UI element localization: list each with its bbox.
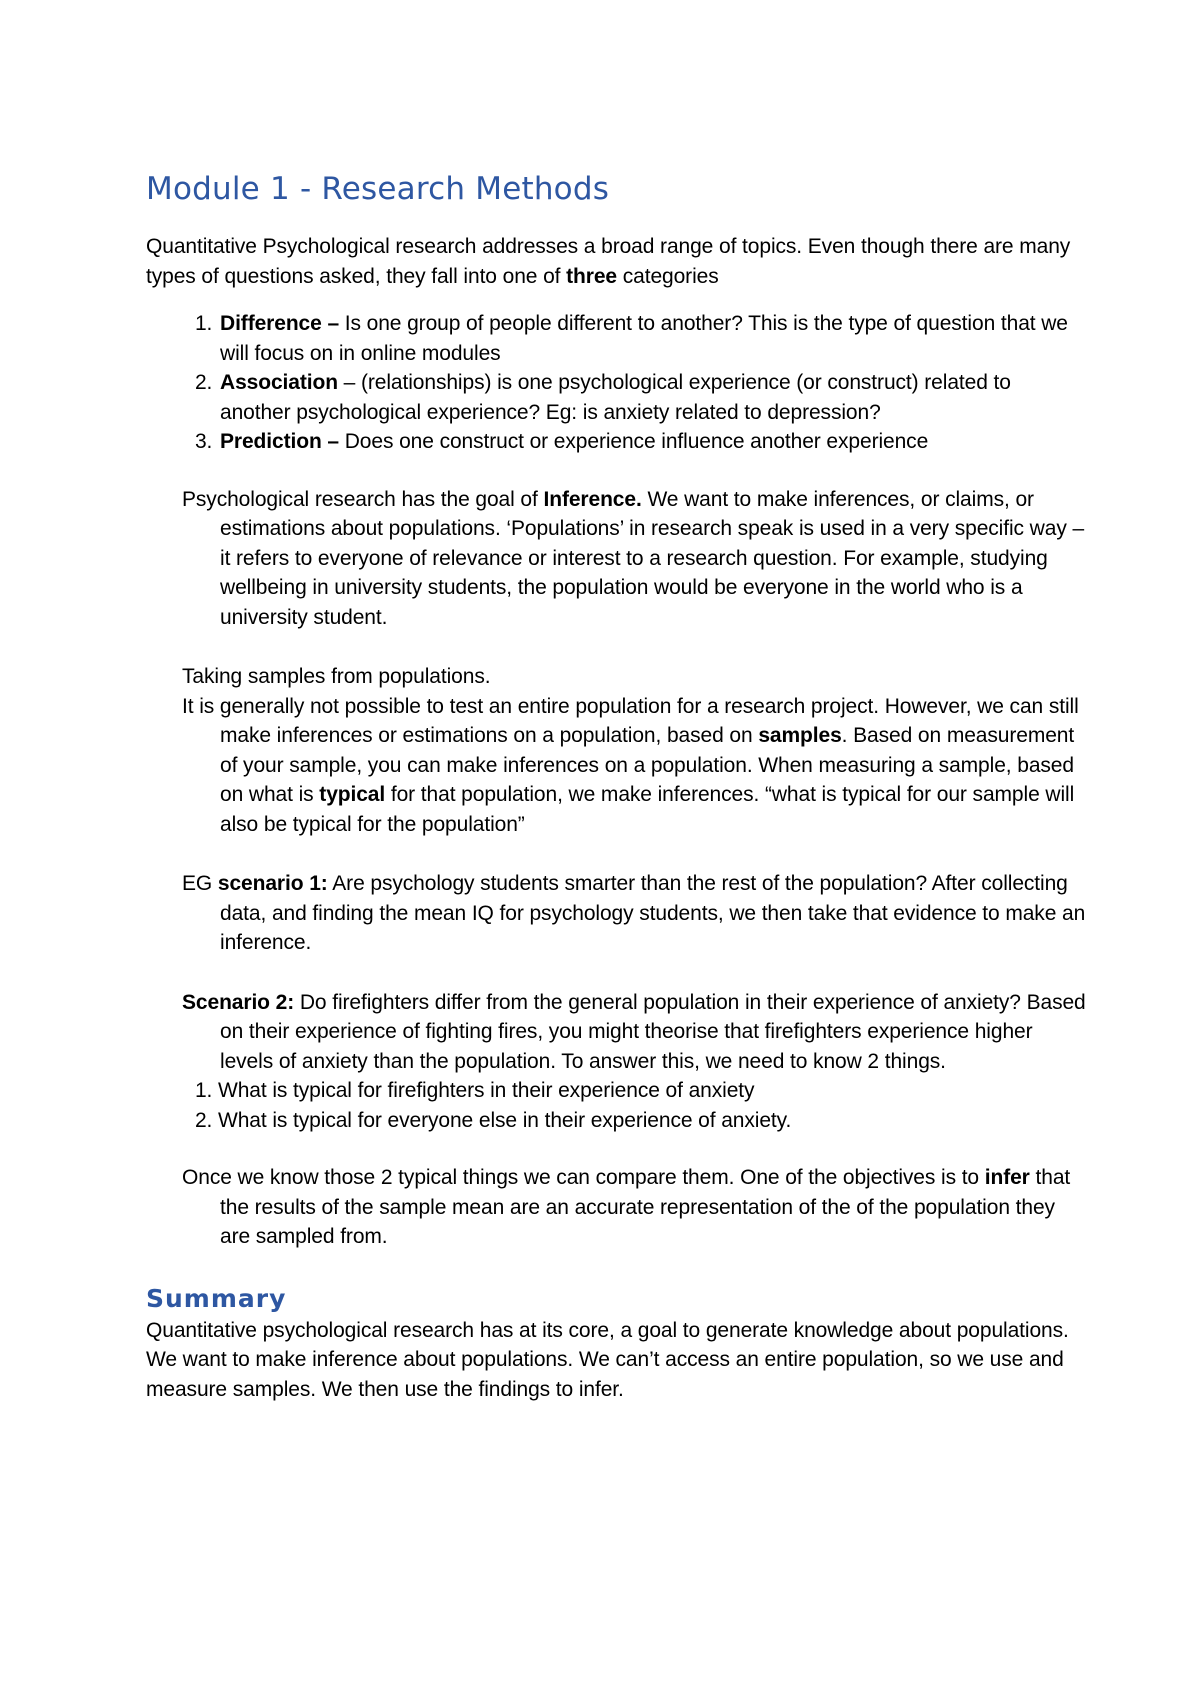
category-text: Does one construct or experience influence another experience [339,430,929,453]
category-term: Association [220,371,338,394]
scenario-2-list [146,1076,1086,1135]
samples-paragraph [182,692,1086,840]
intro-text-end: categories [617,264,719,288]
summary-heading: Summary [146,1283,287,1313]
samples-text-2: . Based on measurement of your sample, you can make inferences on a population. When measuring a sample, based on what is [220,724,1075,806]
category-text: Is one group of people different to another? This is the type of question that we will focus on in online modules [220,312,1068,365]
samples-text-1: It is generally not possible to test an entire population for a research project. However, we can still make inferences or estimations on a population, based on [182,694,1079,747]
scenario-1-label: scenario 1: [217,872,328,895]
category-item-difference [218,309,1086,368]
inference-text-end: We want to make inferences, or claims, or estimations about populations. ‘Populations’ in research speak is used in a very specific way – it refers to everyone of relevance or interest to a research question. For example, studying wellbeing in university students, the population would be everyone in the world who is a university student. [220,487,1085,629]
scenario-2-text: Do firefighters differ from the general population in their experience of anxiety? Based on their experience of fighting fires, you might theorise that firefighters experience higher levels of anxiety than the population. To answer this, we need to know 2 things. [220,990,1086,1073]
samples-heading: Taking samples from populations. [182,665,491,688]
compare-text: Once we know those 2 typical things we can compare them. One of the objectives is to [182,1166,985,1189]
samples-bold-samples: samples [758,724,842,747]
samples-text-3: for that population, we make inferences. “what is typical for our sample will also be typical for the population” [220,783,1075,836]
intro-text: Quantitative Psychological research addresses a broad range of topics. Even though there are many types of questions asked, they fall into one of [146,235,1071,288]
category-item-association [218,368,1086,427]
scenario-2-label: Scenario 2: [182,990,295,1014]
inference-text: Psychological research has the goal of [182,487,544,511]
intro-paragraph [146,232,1086,291]
category-text: – (relationships) is one psychological experience (or construct) related to another psychological experience? Eg: is anxiety related to depression? [220,371,1011,424]
category-term: Difference – [220,312,340,335]
compare-text-end: that the results of the sample mean are an accurate representation of the of the population they are sampled from. [220,1166,1071,1248]
scenario-1-paragraph [182,869,1086,958]
scenario-1-text: Are psychology students smarter than the rest of the population? After collecting data, and finding the mean IQ for psychology students, we then take that evidence to make an inference. [220,872,1086,954]
inference-paragraph [182,485,1086,633]
scenario-1-prefix: EG [182,872,218,895]
samples-bold-typical: typical [319,783,386,806]
page-title: Module 1 - Research Methods [146,171,610,207]
categories-list [146,309,1086,457]
summary-paragraph: Quantitative psychological research has at its core, a goal to generate knowledge about populations. We want to make inference about populations. We can’t access an entire population, so we use and measure samples. We then use the findings to infer. [146,1318,1069,1401]
compare-bold-infer: infer [984,1166,1030,1189]
category-item-prediction [218,427,1086,457]
inference-bold: Inference. [543,487,642,511]
scenario-2-paragraph [182,988,1086,1077]
compare-paragraph [182,1163,1086,1252]
document-page [146,168,1086,1404]
scenario-2-item: 2. What is typical for everyone else in their experience of anxiety. [218,1106,1086,1136]
category-term: Prediction – [220,430,339,453]
scenario-2-item: 1. What is typical for firefighters in their experience of anxiety [218,1076,1086,1106]
intro-bold-three: three [566,264,617,288]
